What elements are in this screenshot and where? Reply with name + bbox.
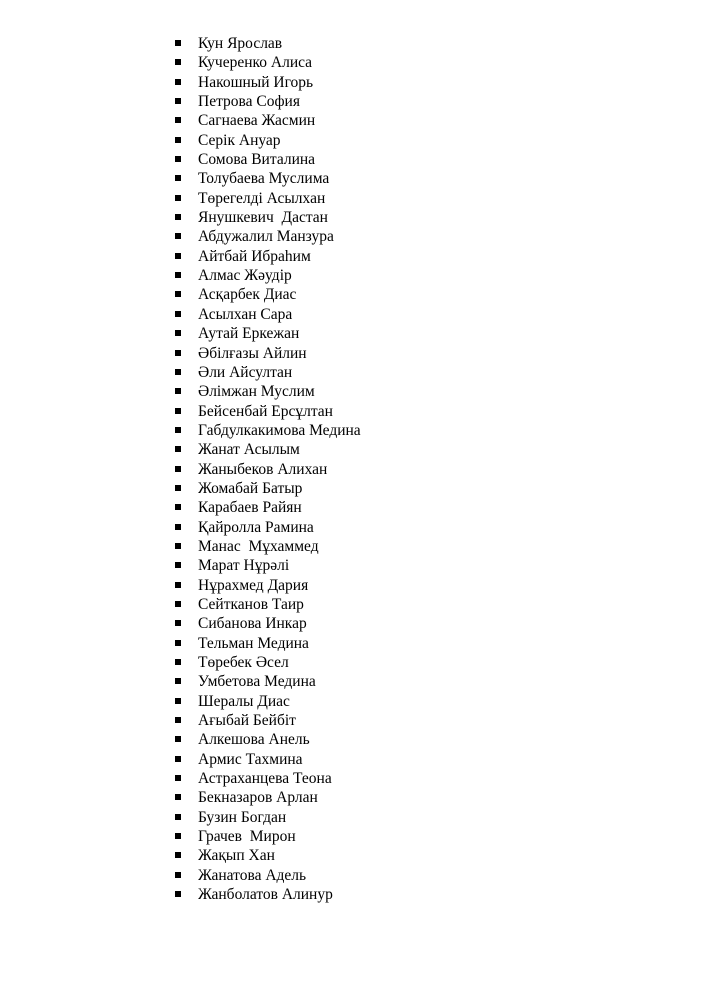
student-name: Шералы Диас xyxy=(198,692,290,710)
list-item xyxy=(172,692,361,711)
list-item xyxy=(172,150,361,169)
student-name: Жаныбеков Алихан xyxy=(198,460,328,478)
student-name: Манас Мұхаммед xyxy=(198,537,319,555)
list-item xyxy=(172,227,361,246)
list-item xyxy=(172,653,361,672)
student-name: Абдужалил Манзура xyxy=(198,228,334,246)
list-item xyxy=(172,324,361,343)
square-bullet-icon xyxy=(175,388,181,394)
list-item xyxy=(172,421,361,440)
square-bullet-icon xyxy=(175,524,181,530)
square-bullet-icon xyxy=(175,466,181,472)
student-name: Әли Айсултан xyxy=(198,363,293,381)
list-item xyxy=(172,266,361,285)
square-bullet-icon xyxy=(175,582,181,588)
list-item xyxy=(172,34,361,53)
list-item xyxy=(172,827,361,846)
square-bullet-icon xyxy=(175,233,181,239)
student-name: Тельман Медина xyxy=(198,634,309,652)
student-name: Жанатова Адель xyxy=(198,866,307,884)
student-name: Ағыбай Бейбіт xyxy=(198,712,296,730)
list-item xyxy=(172,73,361,92)
square-bullet-icon xyxy=(175,698,181,704)
student-name: Карабаев Райян xyxy=(198,499,302,517)
list-item xyxy=(172,885,361,904)
square-bullet-icon xyxy=(175,427,181,433)
square-bullet-icon xyxy=(175,369,181,375)
square-bullet-icon xyxy=(175,156,181,162)
square-bullet-icon xyxy=(175,891,181,897)
student-name: Грачев Мирон xyxy=(198,828,296,846)
student-name: Әлімжан Муслим xyxy=(198,383,315,401)
student-name: Нұрахмед Дария xyxy=(198,576,309,594)
student-name: Алкешова Анель xyxy=(198,731,310,749)
student-name: Алмас Жәудір xyxy=(198,267,292,285)
list-item xyxy=(172,518,361,537)
student-name: Бузин Богдан xyxy=(198,808,287,826)
student-name: Сибанова Инкар xyxy=(198,615,307,633)
student-name: Төрегелді Асылхан xyxy=(198,189,326,207)
list-item xyxy=(172,92,361,111)
square-bullet-icon xyxy=(175,562,181,568)
list-item xyxy=(172,460,361,479)
square-bullet-icon xyxy=(175,485,181,491)
list-item xyxy=(172,382,361,401)
square-bullet-icon xyxy=(175,814,181,820)
student-name: Аутай Еркежан xyxy=(198,325,300,343)
square-bullet-icon xyxy=(175,350,181,356)
list-item xyxy=(172,440,361,459)
square-bullet-icon xyxy=(175,794,181,800)
student-name: Толубаева Муслима xyxy=(198,170,330,188)
student-name: Бейсенбай Ерсұлтан xyxy=(198,402,333,420)
student-name: Айтбай Ибраһим xyxy=(198,247,311,265)
list-item xyxy=(172,711,361,730)
list-item xyxy=(172,788,361,807)
list-item xyxy=(172,846,361,865)
student-name: Асқарбек Диас xyxy=(198,286,297,304)
list-item xyxy=(172,131,361,150)
student-name: Янушкевич Дастан xyxy=(198,209,328,227)
square-bullet-icon xyxy=(175,214,181,220)
square-bullet-icon xyxy=(175,311,181,317)
student-name: Жомабай Батыр xyxy=(198,479,303,497)
square-bullet-icon xyxy=(175,40,181,46)
list-item xyxy=(172,556,361,575)
list-item xyxy=(172,672,361,691)
square-bullet-icon xyxy=(175,620,181,626)
square-bullet-icon xyxy=(175,59,181,65)
list-item xyxy=(172,866,361,885)
square-bullet-icon xyxy=(175,640,181,646)
list-item xyxy=(172,169,361,188)
student-name: Сагнаева Жасмин xyxy=(198,112,316,130)
student-name: Жанболатов Алинур xyxy=(198,886,333,904)
list-item xyxy=(172,595,361,614)
student-name: Умбетова Медина xyxy=(198,673,316,691)
student-name: Кучеренко Алиса xyxy=(198,54,313,72)
list-item xyxy=(172,479,361,498)
list-item xyxy=(172,750,361,769)
square-bullet-icon xyxy=(175,504,181,510)
square-bullet-icon xyxy=(175,659,181,665)
list-item xyxy=(172,537,361,556)
student-name: Накошный Игорь xyxy=(198,73,314,91)
student-name: Төребек Әсел xyxy=(198,654,289,671)
list-item xyxy=(172,498,361,517)
list-item xyxy=(172,402,361,421)
square-bullet-icon xyxy=(175,678,181,684)
square-bullet-icon xyxy=(175,117,181,123)
square-bullet-icon xyxy=(175,736,181,742)
student-name: Астраханцева Теона xyxy=(198,770,332,788)
square-bullet-icon xyxy=(175,291,181,297)
student-name: Бекназаров Арлан xyxy=(198,789,318,807)
square-bullet-icon xyxy=(175,137,181,143)
square-bullet-icon xyxy=(175,717,181,723)
student-name: Асылхан Сара xyxy=(198,305,293,323)
student-name: Әбілғазы Айлин xyxy=(198,344,307,362)
student-name: Жанат Асылым xyxy=(198,441,300,459)
student-name: Серік Ануар xyxy=(198,131,281,149)
square-bullet-icon xyxy=(175,175,181,181)
list-item xyxy=(172,730,361,749)
list-item xyxy=(172,189,361,208)
student-name: Марат Нұрәлі xyxy=(198,557,290,575)
square-bullet-icon xyxy=(175,446,181,452)
square-bullet-icon xyxy=(175,852,181,858)
list-item xyxy=(172,285,361,304)
list-item xyxy=(172,111,361,130)
square-bullet-icon xyxy=(175,272,181,278)
square-bullet-icon xyxy=(175,775,181,781)
student-name: Кун Ярослав xyxy=(198,35,283,52)
list-item xyxy=(172,634,361,653)
student-name: Сомова Виталина xyxy=(198,151,316,169)
list-item xyxy=(172,344,361,363)
square-bullet-icon xyxy=(175,833,181,839)
square-bullet-icon xyxy=(175,543,181,549)
student-name: Қайролла Рамина xyxy=(198,518,314,536)
square-bullet-icon xyxy=(175,756,181,762)
list-item xyxy=(172,614,361,633)
square-bullet-icon xyxy=(175,872,181,878)
name-list xyxy=(172,34,361,904)
list-item xyxy=(172,808,361,827)
student-name: Габдулкакимова Медина xyxy=(198,421,361,439)
square-bullet-icon xyxy=(175,330,181,336)
square-bullet-icon xyxy=(175,79,181,85)
student-name: Армис Тахмина xyxy=(198,750,303,768)
list-item xyxy=(172,769,361,788)
list-item xyxy=(172,305,361,324)
list-item xyxy=(172,576,361,595)
list-item xyxy=(172,208,361,227)
square-bullet-icon xyxy=(175,195,181,201)
student-name: Жақып Хан xyxy=(198,847,275,865)
square-bullet-icon xyxy=(175,601,181,607)
student-name: Сейтканов Таир xyxy=(198,595,304,613)
square-bullet-icon xyxy=(175,98,181,104)
list-item xyxy=(172,53,361,72)
list-item xyxy=(172,247,361,266)
student-name: Петрова София xyxy=(198,93,300,111)
list-item xyxy=(172,363,361,382)
square-bullet-icon xyxy=(175,408,181,414)
square-bullet-icon xyxy=(175,253,181,259)
